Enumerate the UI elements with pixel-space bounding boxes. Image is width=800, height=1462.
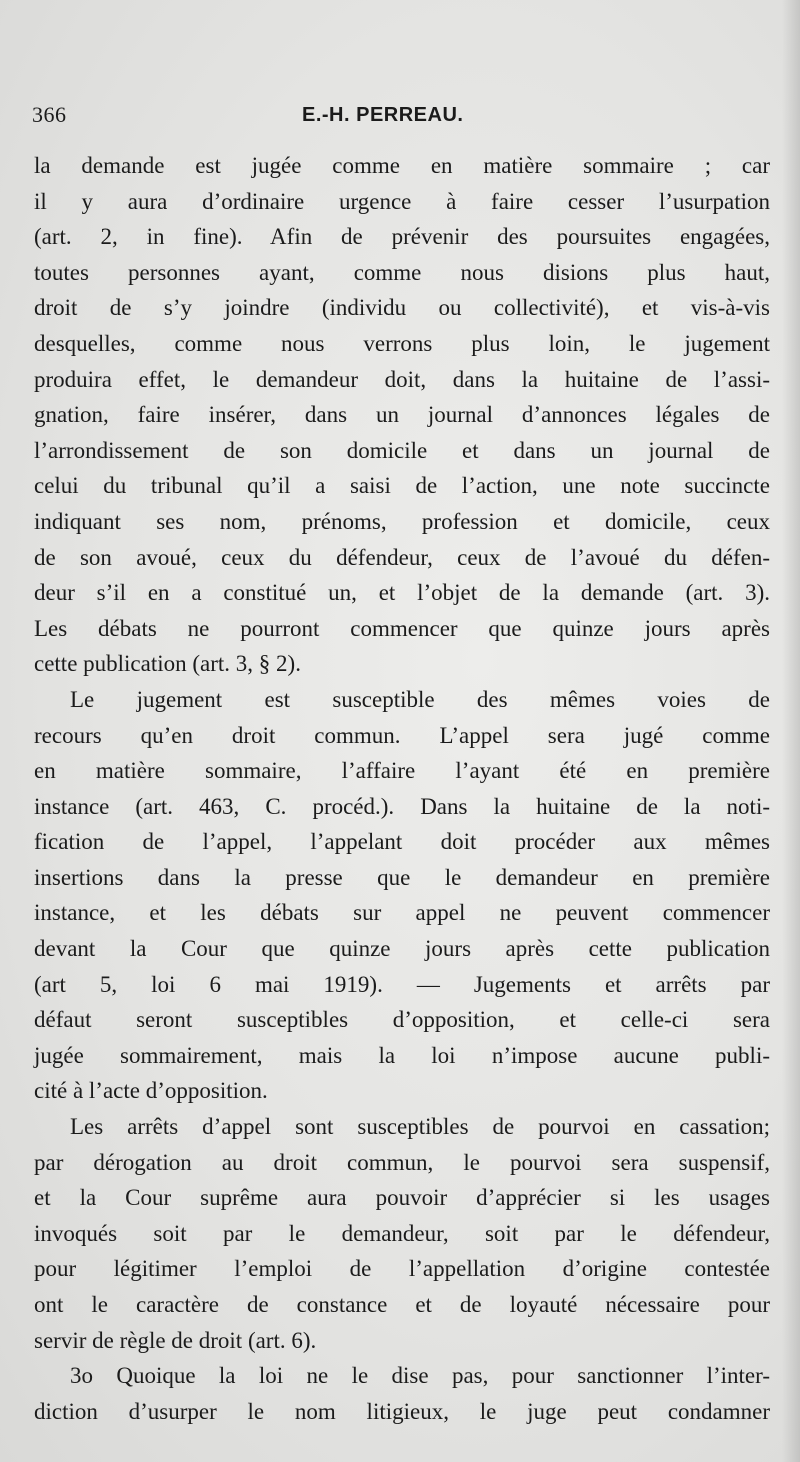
text-line: (art. 2, in fine). Afin de prévenir des poursuites engagées, <box>34 224 770 250</box>
text-line: fication de l’appel, l’appelant doit procéder aux mêmes <box>34 829 770 855</box>
text-line: de son avoué, ceux du défendeur, ceux de l’avoué du défen- <box>34 544 770 570</box>
text-line: recours qu’en droit commun. L’appel sera jugé comme <box>34 722 770 748</box>
text-line: et la Cour suprême aura pouvoir d’apprécier si les usages <box>34 1185 770 1211</box>
page-edge-shadow <box>782 0 800 1462</box>
text-line: instance (art. 463, C. procéd.). Dans la huitaine de la noti- <box>34 793 770 819</box>
text-line: indiquant ses nom, prénoms, profession et domicile, ceux <box>34 508 770 534</box>
text-line: insertions dans la presse que le demandeur en première <box>34 864 770 890</box>
text-line: pour légitimer l’emploi de l’appellation d’origine contestée <box>34 1256 770 1282</box>
text-line: Les arrêts d’appel sont susceptibles de pourvoi en cassation; <box>70 1114 770 1140</box>
text-line: l’arrondissement de son domicile et dans un journal de <box>34 437 770 463</box>
text-line: il y aura d’ordinaire urgence à faire cesser l’usurpation <box>34 188 770 214</box>
text-line: (art 5, loi 6 mai 1919). — Jugements et arrêts par <box>34 971 770 997</box>
page-number: 366 <box>32 102 67 127</box>
text-line: servir de règle de droit (art. 6). <box>34 1327 317 1353</box>
text-line: deur s’il en a constitué un, et l’objet de la demande (art. 3). <box>34 580 770 606</box>
body-text <box>34 148 770 1429</box>
text-line: 3o Quoique la loi ne le dise pas, pour sanctionner l’inter- <box>70 1363 770 1389</box>
text-line: celui du tribunal qu’il a saisi de l’action, une note succincte <box>34 473 770 499</box>
text-line: gnation, faire insérer, dans un journal d’annonces légales de <box>34 402 770 428</box>
text-line: par dérogation au droit commun, le pourvoi sera suspensif, <box>34 1149 770 1175</box>
text-line: desquelles, comme nous verrons plus loin, le jugement <box>34 330 770 356</box>
text-line: Le jugement est susceptible des mêmes voies de <box>70 686 770 712</box>
text-line: toutes personnes ayant, comme nous disions plus haut, <box>34 259 770 285</box>
text-line: instance, et les débats sur appel ne peuvent commencer <box>34 900 770 926</box>
text-line: la demande est jugée comme en matière sommaire ; car <box>34 153 770 178</box>
text-line: droit de s’y joindre (individu ou collectivité), et vis-à-vis <box>34 295 770 321</box>
text-line: Les débats ne pourront commencer que quinze jours après <box>34 615 770 641</box>
text-line: produira effet, le demandeur doit, dans la huitaine de l’assi- <box>34 366 770 392</box>
text-line: en matière sommaire, l’affaire l’ayant été en première <box>34 758 770 784</box>
text-line: devant la Cour que quinze jours après cette publication <box>34 936 770 962</box>
text-line: cité à l’acte d’opposition. <box>34 1078 268 1104</box>
text-line: jugée sommairement, mais la loi n’impose aucune publi- <box>34 1042 770 1068</box>
text-line: ont le caractère de constance et de loyauté nécessaire pour <box>34 1292 770 1317</box>
page-header <box>30 100 770 136</box>
text-line: défaut seront susceptibles d’opposition, et celle-ci sera <box>34 1007 770 1033</box>
text-line: invoqués soit par le demandeur, soit par le défendeur, <box>34 1220 770 1246</box>
text-line: diction d’usurper le nom litigieux, le juge peut condamner <box>34 1398 770 1424</box>
running-head: E.-H. PERREAU. <box>302 104 464 126</box>
text-line: cette publication (art. 3, § 2). <box>34 651 301 677</box>
